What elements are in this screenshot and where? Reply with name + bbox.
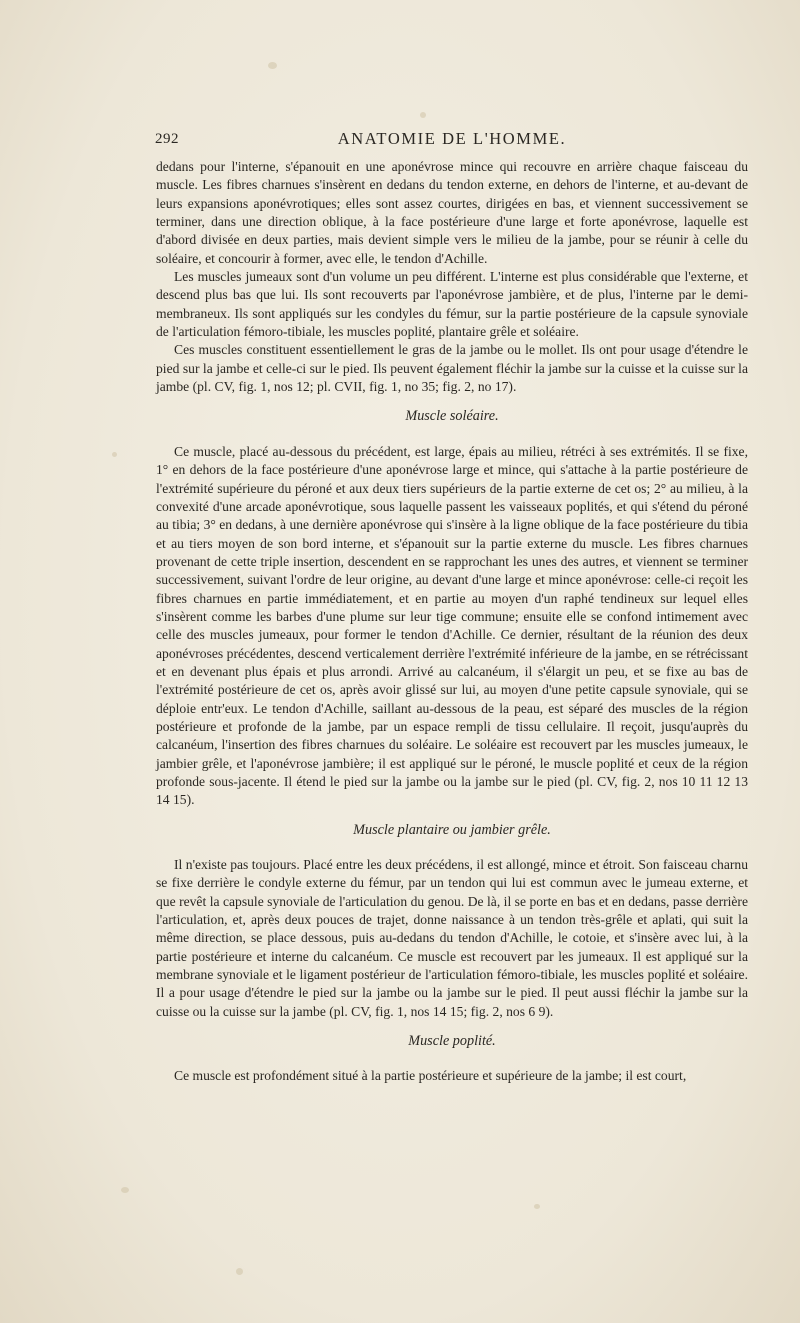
- foxing-spot: [534, 1204, 540, 1209]
- foxing-spot: [236, 1268, 243, 1275]
- paragraph: dedans pour l'interne, s'épanouit en une aponévrose mince qui recouvre en arrière chaque faisceau du muscle. Les fibres charnues s'insèrent en dedans du tendon externe, en dehors de l'interne, et au-devant de leurs expansions aponévrotiques; elles sont assez courtes, dirigées en bas, et viennent successivement se terminer, dans une direction oblique, à la face postérieure d'une large et forte aponévrose, laquelle est d'abord divisée en deux parties, mais devient simple vers le milieu de la jambe, pour se réunir à celle du soléaire, et concourir à former, avec elle, le tendon d'Achille.: [156, 159, 748, 266]
- section-heading-soleaire: Muscle soléaire.: [405, 408, 499, 425]
- foxing-spot: [121, 1187, 129, 1193]
- paragraph: Il n'existe pas toujours. Placé entre les deux précédens, il est allongé, mince et étroit. Son faisceau charnu se fixe derrière le condyle externe du fémur, par un tendon qui lui est commun avec le jumeau externe, et que revêt la capsule synoviale de l'articulation du genou. De là, il se porte en bas et en dedans, passe derrière l'articulation, et, après deux pouces de trajet, donne naissance à un tendon très-grêle et aplati, qui suit la même direction, se place dessous, puis au-dedans du tendon d'Achille, le cotoie, et s'insère avec lui, à la partie postérieure et interne du calcanéum. Ce muscle est recouvert par les jumeaux. Il est appliqué sur la membrane synoviale et le ligament postérieur de l'articulation fémoro-tibiale, les muscles poplité et soléaire. Il a pour usage d'étendre le pied sur la jambe ou la jambe sur le pied. Il peut aussi fléchir la jambe sur la cuisse ou la cuisse sur la jambe (pl. CV, fig. 1, nos 14 15; fig. 2, nos 6 9).: [156, 857, 748, 1019]
- paragraph: Ces muscles constituent essentiellement le gras de la jambe ou le mollet. Ils ont pour usage d'étendre le pied sur la jambe et celle-ci sur le pied. Ils peuvent également fléchir la jambe sur la cuisse et la cuisse sur la jambe (pl. CV, fig. 1, nos 12; pl. CVII, fig. 1, no 35; fig. 2, no 17).: [156, 342, 748, 395]
- foxing-spot: [112, 452, 117, 457]
- body-text: [156, 158, 748, 1086]
- page-header: [155, 131, 749, 153]
- paragraph: Les muscles jumeaux sont d'un volume un peu différent. L'interne est plus considérable que l'externe, et descend plus bas que lui. Ils sont recouverts par l'aponévrose jambière, et de plus, l'interne par le demi-membraneux. Ils sont appliqués sur les condyles du fémur, sur la partie postérieure de la capsule synoviale de l'articulation fémoro-tibiale, les muscles poplité, plantaire grêle et soléaire.: [156, 269, 748, 340]
- running-title: ANATOMIE DE L'HOMME.: [337, 129, 567, 148]
- paragraph: Ce muscle, placé au-dessous du précédent, est large, épais au milieu, rétréci à ses extrémités. Il se fixe, 1° en dehors de la face postérieure d'une aponévrose large et mince, qui s'attache à la partie postérieure de l'extrémité supérieure du péroné et aux deux tiers supérieurs de la partie externe de cet os; 2° au milieu, à la convexité d'une arcade aponévrotique, sous laquelle passent les vaisseaux poplités, et qui s'étend du péroné au tibia; 3° en dedans, à une dernière aponévrose qui s'insère à la ligne oblique de la face postérieure du tibia et au tiers moyen de son bord interne, et s'épanouit sur la partie externe du muscle. Les fibres charnues provenant de cette triple insertion, descendent en se rapprochant les unes des autres, et viennent se terminer successivement, suivant l'ordre de leur origine, au devant d'une large et mince aponévrose: celle-ci reçoit les fibres charnues en partie immédiatement, et en partie au moyen d'un raphé tendineux sur lequel elles s'insèrent comme les barbes d'une plume sur leur tige commune; ensuite elle se confond intimement avec celle des muscles jumeaux, pour former le tendon d'Achille. Ce dernier, résultant de la réunion des deux aponévroses précédentes, descend verticalement derrière l'extrémité inférieure de la jambe, en se rétrécissant et en devenant plus épais et plus arrondi. Arrivé au calcanéum, il s'élargit un peu, et se fixe au bas de l'extrémité postérieure de cet os, après avoir glissé sur lui, au moyen d'une petite capsule synoviale, qui se déploie entr'eux. Le tendon d'Achille, saillant au-dessous de la peau, est séparé des muscles de la région postérieure et profonde de la jambe, par un espace rempli de tissu cellulaire. Il reçoit, jusqu'auprès du calcanéum, l'insertion des fibres charnues du soléaire. Le soléaire est recouvert par les muscles jumeaux, le jambier grêle, et l'aponévrose jambière; il est appliqué sur le péroné, le muscle poplité et ceux de la région profonde sous-jacente. Il étend le pied sur la jambe ou la jambe sur le pied (pl. CV, fig. 2, nos 10 11 12 13 14 15).: [156, 443, 748, 808]
- section-heading-plantaire: Muscle plantaire ou jambier grêle.: [353, 821, 551, 838]
- paragraph: Ce muscle est profondément situé à la partie postérieure et supérieure de la jambe; il est court,: [174, 1068, 687, 1084]
- foxing-spot: [268, 62, 277, 69]
- foxing-spot: [420, 112, 426, 118]
- page-number: 292: [155, 131, 179, 147]
- section-heading-poplite: Muscle poplité.: [408, 1033, 496, 1050]
